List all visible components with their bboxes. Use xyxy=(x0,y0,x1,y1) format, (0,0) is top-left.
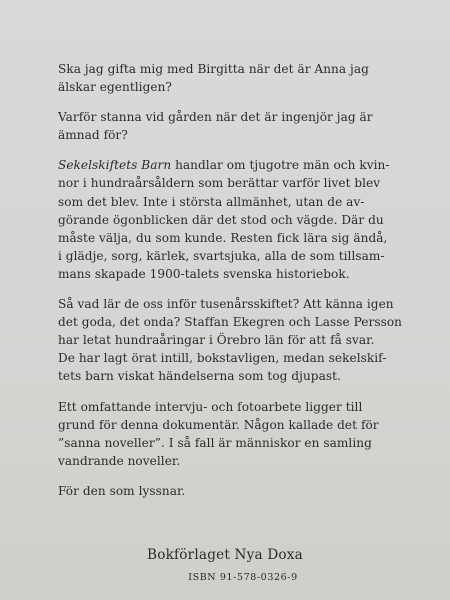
text-line: Varför stanna vid gården när det är ingenjör jag är xyxy=(58,110,373,125)
text-line: Ska jag gifta mig med Birgitta när det är Anna jag xyxy=(58,62,369,76)
text-line: i glädje, sorg, kärlek, svartsjuka, alla de som tillsam- xyxy=(58,248,385,263)
text-line: det goda, det onda? Staffan Ekegren och Lasse Persson xyxy=(58,315,403,330)
text-line: För den som lyssnar. xyxy=(58,483,186,498)
text-line: De har lagt örat intill, bokstavligen, medan sekelskif- xyxy=(58,351,387,366)
text-line: ”sanna noveller”. I så fall är människor en samling xyxy=(58,435,372,450)
paragraph-2 xyxy=(58,108,408,144)
text-line: Ett omfattande intervju- och fotoarbete ligger till xyxy=(58,399,363,414)
paragraph-1 xyxy=(58,60,408,96)
text-line: ämnad för? xyxy=(58,128,128,143)
text-fragment: handlar om tjugotre män och kvin- xyxy=(171,158,390,173)
text-line: som det blev. Inte i största allmänhet, utan de av- xyxy=(58,194,365,209)
text-line: nor i hundraårsåldern som berättar varför livet blev xyxy=(58,176,381,191)
paragraph-5 xyxy=(58,398,408,470)
text-line: görande ögonblicken där det stod och vägde. Där du xyxy=(58,212,384,227)
paragraph-3 xyxy=(58,156,408,283)
text-line: grund för denna dokumentär. Någon kallade det för xyxy=(58,417,379,432)
text-line: mans skapade 1900-talets svenska historiebok. xyxy=(58,266,350,281)
text-line: måste välja, du som kunde. Resten fick lära sig ändå, xyxy=(58,230,388,245)
text-line: tets barn viskat händelserna som tog djupast. xyxy=(58,369,341,384)
publisher-name: Bokförlaget Nya Doxa xyxy=(147,547,303,563)
book-title: Sekelskiftets Barn xyxy=(58,158,172,173)
text-line: älskar egentligen? xyxy=(58,80,172,95)
text-line xyxy=(58,156,408,174)
paragraph-4 xyxy=(58,295,408,385)
blurb-text xyxy=(58,60,408,512)
paragraph-6 xyxy=(58,482,408,500)
text-line: Så vad lär de oss inför tusenårsskiftet? Att känna igen xyxy=(58,297,394,312)
isbn-number: ISBN 91-578-0326-9 xyxy=(188,572,298,583)
text-line: har letat hundraåringar i Örebro län för att få svar. xyxy=(58,333,375,348)
text-line: vandrande noveller. xyxy=(58,453,181,468)
